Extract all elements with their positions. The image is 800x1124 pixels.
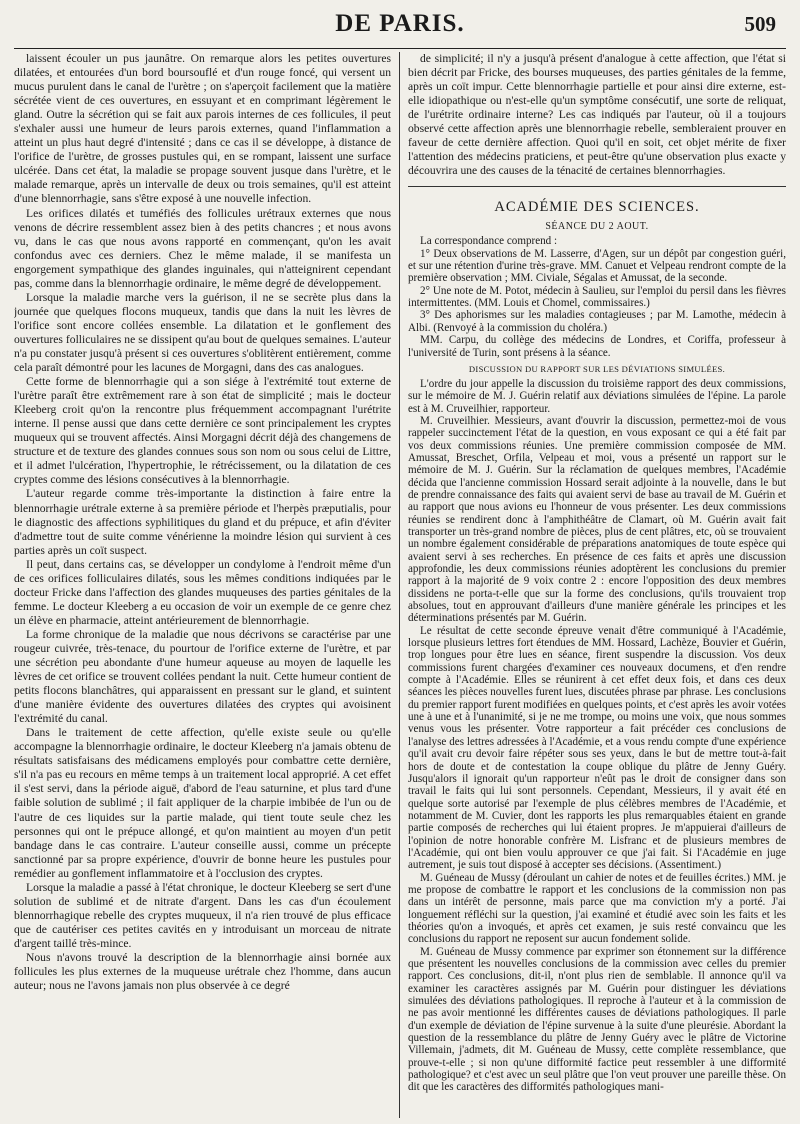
correspondence-item: 2° Une note de M. Potot, médecin à Saulieu, sur l'emploi du persil dans les fièvres intermittentes. (MM. Louis et Chomel, commissaires.) [408,284,786,310]
discussion-paragraph: M. Guéneau de Mussy (déroulant un cahier de notes et de feuilles écrites.) MM. je me propose de combattre le rapport et les conclusions de la commission non pas dans un intérêt de personne, mais parce que ma conviction m'y a porté. J'ai longuement réfléchi sur la question, j'ai examiné et étudié avec soin les faits et les théories qu'on a invoqués, et après cet examen, je suis resté convaincu que les conclusions du rapport ne reposent sur aucun fondement solide. [408,871,786,946]
left-paragraph: Lorsque la maladie marche vers la guérison, il ne se secrète plus dans la journée que quelques flocons muqueux, tandis que dans la nuit les lèvres de l'orifice sont encore collées ensemble. La dilatation et le gonflement des ouvertures folliculaires ne se dissipent qu'au bout de quelques semaines. L'auteur n'a pu constater jusqu'à présent si ces ouvertures s'oblitèrent entièrement, comme cela paraît démontré pour les lacunes de Morgagni, dans des cas analogues. [14,290,391,375]
correspondence-item: La correspondance comprend : [420,235,558,248]
discussion-paragraph: M. Cruveilhier. Messieurs, avant d'ouvrir la discussion, permettez-moi de vous rappeler succinctement l'état de la question, en vous exposant ce qui a été fait par vos deux commissions réunies. Une première commission composée de MM. Amussat, Breschet, Orfila, Velpeau et moi, vous a présenté un rapport sur le mémoire de M. J. Guérin. Sur la réclamation de quelques membres, l'Académie décida que l'ancienne commission Hossard serait adjointe à la nouvelle, dans le but de prendre connaissance des faits qui avaient servi de base au travail de M. Guérin et au rapport que nous avions eu l'honneur de vous présenter. Les deux commissions réunies se rendirent donc à l'amphithéâtre de Clamart, où M. Guérin avait fait transporter un très-grand nombre de pièces, plus de cent plâtres, etc, où se trouvaient un nombre également considérable de préparations anatomiques de toute espèce qui avaient servi à ses recherches. En présence de ces faits et après une discussion approfondie, les deux commissions réunies adoptèrent les conclusions du premier rapport à la majorité de 9 voix contre 2 : encore l'opposition des deux membres dissidens ne porta-t-elle que sur la forme des conclusions, qu'ils trouvaient trop absolues, tout en approuvant d'ailleurs d'une manière générale les principes et les déterminations présentés par M. Guérin. [408,414,786,625]
discussion-paragraph: L'ordre du jour appelle la discussion du troisième rapport des deux commissions, sur le mémoire de M. J. Guérin relatif aux déviations simulées de l'épine. La parole est à M. Cruveilhier, rapporteur. [408,377,786,415]
left-paragraph: laissent écouler un pus jaunâtre. On remarque alors les petites ouvertures dilatées, et entourées d'un bord boursouflé et d'un rouge foncé, qui versent un mucus purulent dans le canal de l'urètre ; on s'aperçoit facilement que la matière sécrétée vient de ces ouvertures, en essuyant et en comprimant légèrement le gland. Outre la sécrétion qui se fait aux parois internes de ces follicules, il peut s'exhaler aussi une humeur de leurs parois externes, quand l'inflammation a atteint un plus haut degré d'intensité ; dans ce cas il se développe, à distance de l'orifice de l'urètre, de grosses pustules qui, en se rompant, laissent une surface ulcérée. Dans cet état, la maladie se propage souvent jusque dans l'urètre, et le malade remarque, après un intervalle de deux ou trois semaines, qu'il est atteint d'une blennorrhagie, sans s'être exposé à une nouvelle infection. [14,52,391,206]
discussion-heading: DISCUSSION DU RAPPORT SUR LES DÉVIATIONS SIMULÉES. [468,363,726,374]
left-paragraph: Les orifices dilatés et tuméfiés des follicules urétraux externes que nous venons de décrire ressemblent assez bien à des petits chancres ; et nous avons vu, dans le cas que nous avons rapporté en commençant, qu'on les avait confondus avec ces derniers. Chez le même malade, il se manifesta un engorgement sympathique des glandes inguinales, qui n'atteignirent cependant pas, comme dans la blennorrhagie ordinaire, le même degré de développement. [14,206,391,290]
left-paragraph: Nous n'avons trouvé la description de la blennorrhagie ainsi bornée aux follicules les plus externes de la muqueuse urétrale chez l'homme, dans aucun auteur; nous ne l'avons jamais non plus observée à ce degré [14,951,391,993]
text-columns [14,52,786,1118]
right-column [400,52,786,1118]
page-number: 509 [744,12,776,36]
correspondence-item: MM. Carpu, du collège des médecins de Londres, et Coriffa, professeur à l'université de Turin, sont présens à la séance. [408,334,786,359]
discussion-paragraph: Le résultat de cette seconde épreuve venait d'être communiqué à l'Académie, lorsque plusieurs lettres fort étendues de MM. Hossard, Lachèze, Bouvier et Guérin, trop longues pour être lues en séance, firent suspendre la discussion. Vos deux commissions furent chargées d'examiner ces nouveaux documens, et d'en rendre compte à l'Académie. Elles se réunirent à cet effet deux fois, et dans ces deux séances les pièces nouvelles furent lues, discutées phrase par phrase. Les conclusions du premier rapport furent modifiées en quelques points, et c'est après les avoir votées une à une et à l'unanimité, si je ne me trompe, ou moins une voix, que nous sommes venus vous les présenter. Votre rapporteur a fait précéder ces conclusions de l'analyse des lettres adressées à l'Académie, et a vous rendu compte d'une expérience qu'il avait cru devoir faire répéter sous ses yeux, dans le but de mettre tout-à-fait hors de doute et de contestation la coupe oblique du plâtre de Jenny Guéry. Jusqu'alors il ignorait qu'un rapporteur n'eût pas le droit de consigner dans son travail le faits qui lui sont personnels. Cependant, Messieurs, il y avait été en quelque sorte autorisé par l'exemple de plus célèbres membres de l'Académie, et notamment de M. Cuvier, dont les rapports les plus remarquables étaient en grande partie composés de recherches qui lui étaient propres. Je m'appuierai d'ailleurs de l'opinion de notre honorable confrère M. Lisfranc et de plusieurs membres de l'Académie, qui ont bien voulu approuver ce que j'ai fait. Si l'Académie en juge autrement, je suis tout disposé à accepter ses décisions. (Assentiment.) [408,624,786,872]
running-title: DE PARIS. [335,10,465,37]
header-rule [14,48,786,49]
discussion-paragraph: M. Guéneau de Mussy commence par exprimer son étonnement sur la différence que présentent les nouvelles conclusions de la commission avec celles du premier rapport. Ces conclusions, dit-il, n'ont plus rien de semblable. Il annonce qu'il va examiner les caractères assignés par M. Guérin pour distinguer les déviations simulées des déviations pathologiques. Il reproche à l'auteur et à la commission de ne pas avoir mentionné les différentes causes de déviations pathologiques. Il parle d'un exemple de déviation de l'épine survenue à la suite d'une pleurésie. Abordant la question de la ressemblance du plâtre de Jenny Guéry avec le plâtre de Victorine Villemain, j'admets, dit M. Guéneau de Mussy, cette complète ressemblance, que prouve-t-elle ; si non qu'une difformité factice peut ressembler à une difformité pathologique? et c'est avec un seul plâtre que l'on veut prouver une pareille thèse. On dit que les caractères des difformités pathologiques mani- [408,945,786,1094]
left-paragraph: L'auteur regarde comme très-importante la distinction à faire entre la blennorrhagie urétrale externe à sa première période et l'herpès præputialis, pour le diagnostic des affections syphilitiques du gland et du prépuce, et afin d'éviter d'admettre tout de suite comme vénérienne la moindre lésion qui survient à ces parties après un coït suspect. [14,487,391,557]
left-paragraph: Il peut, dans certains cas, se développer un condylome à l'endroit même d'un de ces orifices folliculaires dilatés, sous les mêmes conditions indiquées par le docteur Fricke dans l'affection des glandes muqueuses des parties génitales de la femme. Le docteur Kleeberg a eu occasion de voir un exemple de ce genre chez un élève en pharmacie, atteint antérieurement de blennorrhagie. [14,557,391,627]
correspondence-item: 1° Deux observations de M. Lasserre, d'Agen, sur un dépôt par congestion guéri, et sur une rétention d'urine très-grave. MM. Canuet et Velpeau rendront compte de la première observation ; MM. Civiale, Ségalas et Amussat, de la seconde. [408,247,786,285]
left-paragraph: Cette forme de blennorrhagie qui a son siége à l'extrémité tout externe de l'urètre paraît être extrêmement rare à son état de simplicité ; mais le docteur Kleeberg croit qu'on la rencontre plus fréquemment accompagnant l'urétrite interne. Il pense aussi que dans cette dernière ce sont principalement les cryptes muqueux qui se trouvent affectés. Ainsi Morgagni décrit déjà des changemens de structure et de texture des glandes connues sous son nom ou sous celui de Littre, et il admet l'ulcération, l'hypertrophie, le rétrécissement, ou la dilatation de ces cryptes comme des lésions consécutives à la blennorrhagie. [14,375,391,487]
left-column [14,52,400,1118]
left-paragraph: Dans le traitement de cette affection, qu'elle existe seule ou qu'elle accompagne la blennorrhagie ordinaire, le docteur Kleeberg n'a jamais obtenu de résultats satisfaisans des médicamens employés pour combattre cette dernière, s'il n'a pas eu recours en même temps à un traitement local approprié. A cet effet il s'est servi, dans la période aiguë, d'abord de l'eau saturnine, et plus tard d'une faible solution de sublimé ; il fait appliquer de la charpie imbibée de l'un ou de l'autre de ces liquides sur la partie malade, qui tient toute seule chez les personnes qui ont le prépuce allongé, et qu'on maintient au moyen d'un petit bandage dans le cas contraire. L'auteur conseille aussi, comme un précepte sanctionné par sa propre expérience, d'ouvrir de bonne heure les pustules pour remédier au gonflement inflammatoire et à l'occlusion des cryptes. [14,726,391,880]
section-divider [408,186,786,187]
intro-paragraph: de simplicité; il n'y a jusqu'à présent d'analogue à cette affection, que l'état si bien décrit par Fricke, des bourses muqueuses, des parties génitales de la femme, après un coït impur. Cette blennorrhagie partielle et pour ainsi dire externe, est-elle idiopathique ou n'est-elle qu'un symptôme consécutif, une sorte de reliquat, de l'urétrite ordinaire interne? Les cas indiqués par l'auteur, où il a toujours observé cette affection après une blennorrhagie rebelle, sembleraient prouver en faveur de cette dernière affection. Quoi qu'il en soit, cet objet mérite de fixer l'attention des médecins praticiens, et peut-être qu'une observation plus exacte y découvrira une des causes de la ténacité de certaines blennorrhagies. [408,52,786,178]
left-paragraph: Lorsque la maladie a passé à l'état chronique, le docteur Kleeberg se sert d'une solution de sublimé et de nitrate d'argent. Dans les cas d'un écoulement blennorrhagique rebelle des cryptes muqueux, il n'a rien trouvé de plus efficace que de cautériser ces petites cavités en y introduisant un morceau de nitrate d'argent taillé très-mince. [14,880,391,950]
correspondence-item: 3° Des aphorismes sur les maladies contagieuses ; par M. Lamothe, médecin à Albi. (Renvoyé à la commission du choléra.) [408,309,786,334]
page-header [14,0,786,46]
seance-date: SÉANCE DU 2 AOUT. [545,221,649,233]
correspondence-block [408,235,786,358]
left-paragraph: La forme chronique de la maladie que nous décrivons se caractérise par une rougeur cuivrée, très-tenace, du pourtour de l'orifice externe de l'urètre, et par une sécrétion peu abondante d'une humeur aqueuse au moyen de laquelle les lèvres de cet orifice se trouvent collées pendant la nuit. Cette humeur contient de petits flocons blanchâtres, qui apparaissent en pressant sur le gland, et suintent d'une manière évidente des ouvertures dilatées des cryptes qui avoisinent l'extrémité du canal. [14,627,391,726]
discussion-block [408,378,786,1094]
section-title: ACADÉMIE DES SCIENCES. [494,199,700,216]
